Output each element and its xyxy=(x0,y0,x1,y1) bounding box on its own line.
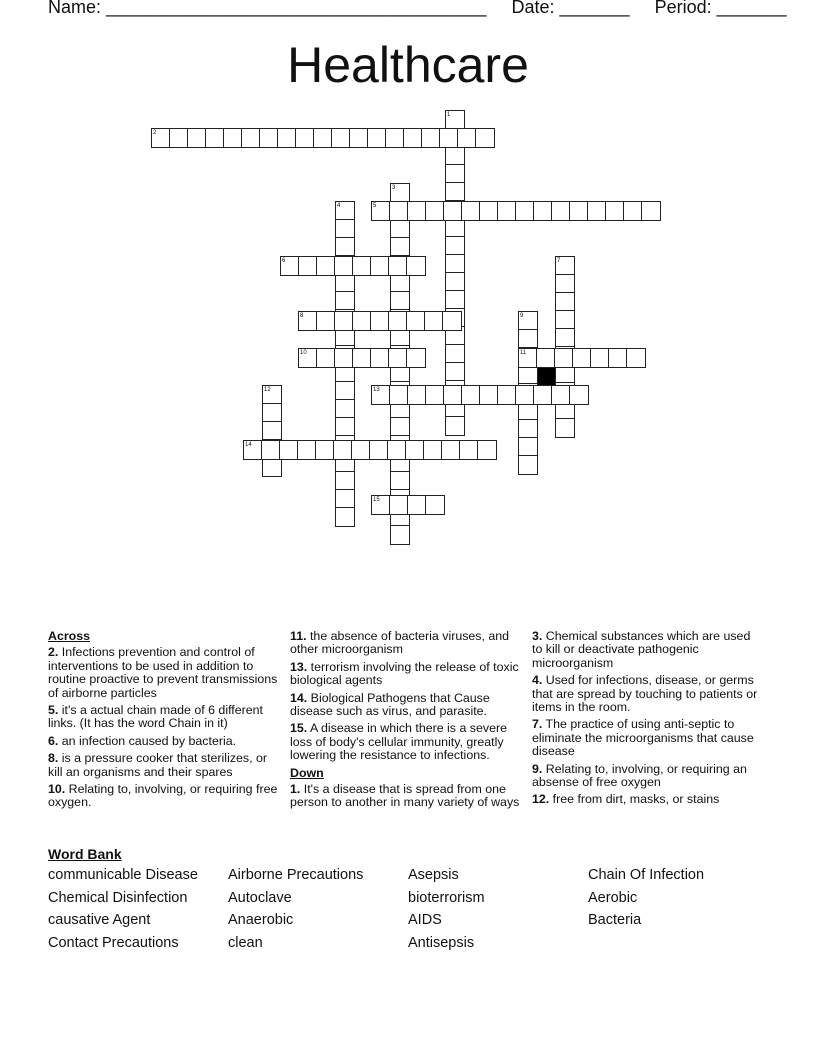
clue-text: the absence of bacteria viruses, and other microorganism xyxy=(290,629,510,657)
across-clue-list xyxy=(290,630,526,763)
clue-number: 4 xyxy=(337,203,341,209)
grid-cell[interactable] xyxy=(442,311,462,331)
clue-text: is a pressure cooker that sterilizes, or kill an organisms and their spares xyxy=(48,751,268,779)
grid-cell[interactable] xyxy=(335,381,355,401)
grid-cell[interactable] xyxy=(569,385,589,405)
grid-cell[interactable] xyxy=(445,416,465,436)
clue-text: The practice of using anti-septic to eliminate the microorganisms that cause disease xyxy=(532,717,754,759)
grid-cell[interactable] xyxy=(390,291,410,311)
date-field[interactable]: Date: _______ xyxy=(511,0,630,17)
grid-cell[interactable] xyxy=(335,489,355,509)
grid-cell[interactable] xyxy=(623,201,643,221)
clue-text: Used for infections, disease, or germs that are spread by touching to patients or items in the room. xyxy=(532,673,758,715)
grid-cell[interactable] xyxy=(334,311,354,331)
grid-cell[interactable] xyxy=(297,440,317,460)
clue-number: 11 xyxy=(520,350,527,356)
clue-item xyxy=(48,646,284,700)
grid-cell[interactable] xyxy=(443,201,463,221)
clue-number-label: 15. xyxy=(290,721,308,736)
grid-cell[interactable] xyxy=(405,440,425,460)
clue-text: It's a disease that is spread from one person to another in many variety of ways xyxy=(290,782,520,810)
grid-cell[interactable] xyxy=(406,348,426,368)
clue-number-label: 14. xyxy=(290,690,308,705)
grid-cell[interactable] xyxy=(390,237,410,257)
grid-cell[interactable] xyxy=(316,311,336,331)
grid-cell[interactable] xyxy=(335,417,355,437)
clue-number-label: 10. xyxy=(48,782,66,797)
grid-cell[interactable] xyxy=(262,403,282,423)
grid-cell[interactable] xyxy=(352,256,372,276)
word-bank-item: Chain Of Infection xyxy=(588,867,705,883)
grid-cell[interactable] xyxy=(445,164,465,184)
word-bank-item: causative Agent xyxy=(48,912,151,929)
grid-cell[interactable] xyxy=(407,201,427,221)
grid-cell[interactable] xyxy=(590,348,610,368)
grid-cell[interactable] xyxy=(295,128,315,148)
clue-column-2 xyxy=(290,630,526,814)
grid-cell[interactable] xyxy=(445,182,465,202)
grid-cell[interactable] xyxy=(605,201,625,221)
clue-number-label: 11. xyxy=(290,629,307,643)
clue-number: 10 xyxy=(300,350,307,356)
grid-cell[interactable] xyxy=(370,256,390,276)
word-bank-item: Contact Precautions xyxy=(48,935,179,952)
grid-cell[interactable] xyxy=(407,495,427,515)
clue-number-label: 2. xyxy=(48,645,59,660)
across-heading: Across xyxy=(48,629,91,643)
page-title: Healthcare xyxy=(287,37,529,93)
grid-cell[interactable] xyxy=(497,201,517,221)
grid-cell[interactable] xyxy=(536,348,556,368)
grid-cell[interactable] xyxy=(389,201,409,221)
grid-cell[interactable] xyxy=(445,362,465,382)
grid-cell[interactable] xyxy=(352,348,372,368)
grid-cell[interactable] xyxy=(551,385,571,405)
grid-cell[interactable] xyxy=(515,385,535,405)
clue-column-1 xyxy=(48,630,284,814)
grid-cell[interactable] xyxy=(390,471,410,491)
grid-cell[interactable] xyxy=(370,311,390,331)
clue-text: Infections prevention and control of interventions to be used in addition to routine proactive to prevent transmissions of airborne particles xyxy=(48,645,278,700)
black-cell xyxy=(536,367,556,387)
grid-cell[interactable] xyxy=(388,311,408,331)
grid-cell[interactable] xyxy=(335,237,355,257)
word-bank-item: Aerobic xyxy=(588,889,638,906)
clue-number-label: 4. xyxy=(532,673,543,688)
clue-number: 14 xyxy=(245,442,252,448)
grid-cell[interactable] xyxy=(445,146,465,166)
grid-cell[interactable] xyxy=(389,385,409,405)
grid-cell[interactable] xyxy=(457,128,477,148)
grid-cell[interactable] xyxy=(425,201,445,221)
grid-cell[interactable] xyxy=(335,219,355,239)
word-bank-item: communicable Disease xyxy=(48,867,198,883)
grid-cell[interactable] xyxy=(425,495,445,515)
grid-cell[interactable] xyxy=(533,385,553,405)
grid-cell[interactable] xyxy=(587,201,607,221)
clue-text: free from dirt, masks, or stains xyxy=(549,792,720,807)
clue-number-label: 12. xyxy=(532,792,550,807)
grid-cell[interactable] xyxy=(626,348,646,368)
word-bank-item: Autoclave xyxy=(228,889,292,906)
clue-item xyxy=(532,718,758,758)
grid-cell[interactable] xyxy=(334,348,354,368)
clue-number: 8 xyxy=(300,313,304,319)
grid-cell[interactable] xyxy=(477,440,497,460)
clue-item xyxy=(48,704,284,731)
grid-cell[interactable] xyxy=(445,272,465,292)
word-bank-item: Bacteria xyxy=(588,912,642,929)
name-field[interactable]: Name: ______________________________________ xyxy=(48,0,487,17)
clue-number: 13 xyxy=(373,387,380,393)
grid-cell[interactable] xyxy=(569,201,589,221)
clue-item xyxy=(532,630,758,670)
grid-cell[interactable] xyxy=(277,128,297,148)
grid-cell[interactable] xyxy=(335,399,355,419)
clue-text: terrorism involving the release of toxic biological agents xyxy=(290,659,519,688)
grid-cell[interactable] xyxy=(335,507,355,527)
grid-cell[interactable] xyxy=(555,292,575,312)
clue-number-label: 3. xyxy=(532,629,543,643)
clue-item xyxy=(48,735,284,748)
clue-number: 1 xyxy=(447,112,451,118)
clue-number-label: 6. xyxy=(48,733,59,748)
grid-cell[interactable] xyxy=(316,256,336,276)
grid-cell[interactable] xyxy=(515,201,535,221)
grid-cell[interactable] xyxy=(461,201,481,221)
clue-text: an infection caused by bacteria. xyxy=(58,733,237,748)
word-bank-title: Word Bank xyxy=(48,846,122,862)
grid-cell[interactable] xyxy=(388,348,408,368)
grid-cell[interactable] xyxy=(608,348,628,368)
grid-cell[interactable] xyxy=(445,344,465,364)
grid-cell[interactable] xyxy=(518,329,538,349)
grid-cell[interactable] xyxy=(423,440,443,460)
grid-cell[interactable] xyxy=(385,128,405,148)
grid-cell[interactable] xyxy=(407,385,427,405)
clue-text: Relating to, involving, or requiring free oxygen. xyxy=(48,782,278,810)
clue-text: Biological Pathogens that Cause disease such as virus, and parasite. xyxy=(290,690,490,719)
grid-cell[interactable] xyxy=(641,201,661,221)
grid-cell[interactable] xyxy=(445,254,465,274)
grid-cell[interactable] xyxy=(349,128,369,148)
word-bank-item: Asepsis xyxy=(408,867,459,883)
grid-cell[interactable] xyxy=(406,311,426,331)
clue-text: A disease in which there is a severe loss of body's cellular immunity, greatly lowering the resistance to infections. xyxy=(290,721,507,763)
clue-number-label: 5. xyxy=(48,703,59,718)
grid-cell[interactable] xyxy=(390,273,410,293)
grid-cell[interactable] xyxy=(331,128,351,148)
grid-cell[interactable] xyxy=(445,218,465,238)
grid-cell[interactable] xyxy=(403,128,423,148)
clue-text: Chemical substances which are used to kill or deactivate pathogenic microorganism xyxy=(532,629,751,670)
grid-cell[interactable] xyxy=(518,437,538,457)
grid-cell[interactable] xyxy=(572,348,592,368)
word-bank-item: AIDS xyxy=(408,912,442,929)
grid-cell[interactable] xyxy=(518,419,538,439)
grid-cell[interactable] xyxy=(425,385,445,405)
grid-cell[interactable] xyxy=(334,256,354,276)
grid-cell[interactable] xyxy=(390,417,410,437)
grid-cell[interactable] xyxy=(351,440,371,460)
clue-number-label: 13. xyxy=(290,659,308,674)
grid-cell[interactable] xyxy=(406,256,426,276)
grid-cell[interactable] xyxy=(313,128,333,148)
clue-number: 3 xyxy=(392,185,396,191)
grid-cell[interactable] xyxy=(205,128,225,148)
clue-number: 12 xyxy=(264,387,271,393)
grid-cell[interactable] xyxy=(352,311,372,331)
clue-number-label: 7. xyxy=(532,717,543,732)
clue-number: 15 xyxy=(373,497,380,503)
grid-cell[interactable] xyxy=(333,440,353,460)
clue-number: 5 xyxy=(373,203,377,209)
clue-item xyxy=(532,793,758,806)
grid-cell[interactable] xyxy=(262,457,282,477)
grid-cell[interactable] xyxy=(555,418,575,438)
down-clue-list xyxy=(290,783,526,810)
word-bank-item: Chemical Disinfection xyxy=(48,889,188,906)
down-heading: Down xyxy=(290,765,324,780)
grid-cell[interactable] xyxy=(387,440,407,460)
grid-cell[interactable] xyxy=(335,273,355,293)
clue-number-label: 1. xyxy=(290,782,301,797)
grid-cell[interactable] xyxy=(555,328,575,348)
clue-text: it's a actual chain made of 6 different links. (It has the word Chain in it) xyxy=(48,703,263,731)
grid-cell[interactable] xyxy=(461,385,481,405)
grid-cell[interactable] xyxy=(223,128,243,148)
grid-cell[interactable] xyxy=(421,128,441,148)
clue-item xyxy=(48,783,284,810)
clue-number: 9 xyxy=(520,313,524,319)
grid-cell[interactable] xyxy=(424,311,444,331)
clue-number: 2 xyxy=(153,130,157,136)
grid-cell[interactable] xyxy=(187,128,207,148)
grid-cell[interactable] xyxy=(315,440,335,460)
grid-cell[interactable] xyxy=(459,440,479,460)
grid-cell[interactable] xyxy=(369,440,389,460)
down-clue-list xyxy=(532,630,758,807)
grid-cell[interactable] xyxy=(390,219,410,239)
word-bank-item: Anaerobic xyxy=(228,912,294,929)
grid-cell[interactable] xyxy=(551,201,571,221)
clue-item xyxy=(532,674,758,714)
grid-cell[interactable] xyxy=(261,440,281,460)
clue-number: 7 xyxy=(557,258,561,264)
clue-item xyxy=(290,661,526,688)
grid-cell[interactable] xyxy=(475,128,495,148)
grid-cell[interactable] xyxy=(370,348,390,368)
grid-cell[interactable] xyxy=(445,290,465,310)
clue-item xyxy=(290,783,526,810)
clue-column-3 xyxy=(532,630,758,811)
grid-cell[interactable] xyxy=(479,201,499,221)
word-bank-item: Antisepsis xyxy=(408,935,475,952)
grid-cell[interactable] xyxy=(554,348,574,368)
grid-cell[interactable] xyxy=(169,128,189,148)
grid-cell[interactable] xyxy=(518,455,538,475)
grid-cell[interactable] xyxy=(518,365,538,385)
clue-item xyxy=(290,722,526,762)
clue-item xyxy=(48,752,284,779)
grid-cell[interactable] xyxy=(441,440,461,460)
grid-cell[interactable] xyxy=(479,385,499,405)
clue-item xyxy=(290,692,526,719)
grid-cell[interactable] xyxy=(259,128,279,148)
grid-cell[interactable] xyxy=(439,128,459,148)
word-bank-item: Airborne Precautions xyxy=(228,867,364,883)
grid-cell[interactable] xyxy=(390,525,410,545)
across-clue-list xyxy=(48,646,284,809)
clue-number-label: 9. xyxy=(532,761,543,776)
grid-cell[interactable] xyxy=(555,310,575,330)
clue-item xyxy=(290,630,526,657)
grid-cell[interactable] xyxy=(443,385,463,405)
grid-cell[interactable] xyxy=(367,128,387,148)
grid-cell[interactable] xyxy=(497,385,517,405)
clue-number-label: 8. xyxy=(48,751,59,766)
grid-cell[interactable] xyxy=(555,274,575,294)
grid-cell[interactable] xyxy=(262,421,282,441)
period-field[interactable]: Period: _______ xyxy=(654,0,787,17)
grid-cell[interactable] xyxy=(241,128,261,148)
grid-cell[interactable] xyxy=(445,236,465,256)
clue-text: Relating to, involving, or requiring an absense of free oxygen xyxy=(532,761,747,790)
grid-cell[interactable] xyxy=(316,348,336,368)
grid-cell[interactable] xyxy=(533,201,553,221)
word-bank-item: bioterrorism xyxy=(408,889,485,906)
clue-item xyxy=(532,763,758,790)
clue-number: 6 xyxy=(282,258,286,264)
grid-cell[interactable] xyxy=(298,256,318,276)
grid-cell[interactable] xyxy=(335,471,355,491)
grid-cell[interactable] xyxy=(388,256,408,276)
grid-cell[interactable] xyxy=(335,291,355,311)
grid-cell[interactable] xyxy=(389,495,409,515)
grid-cell[interactable] xyxy=(279,440,299,460)
word-bank-item: clean xyxy=(228,935,263,952)
